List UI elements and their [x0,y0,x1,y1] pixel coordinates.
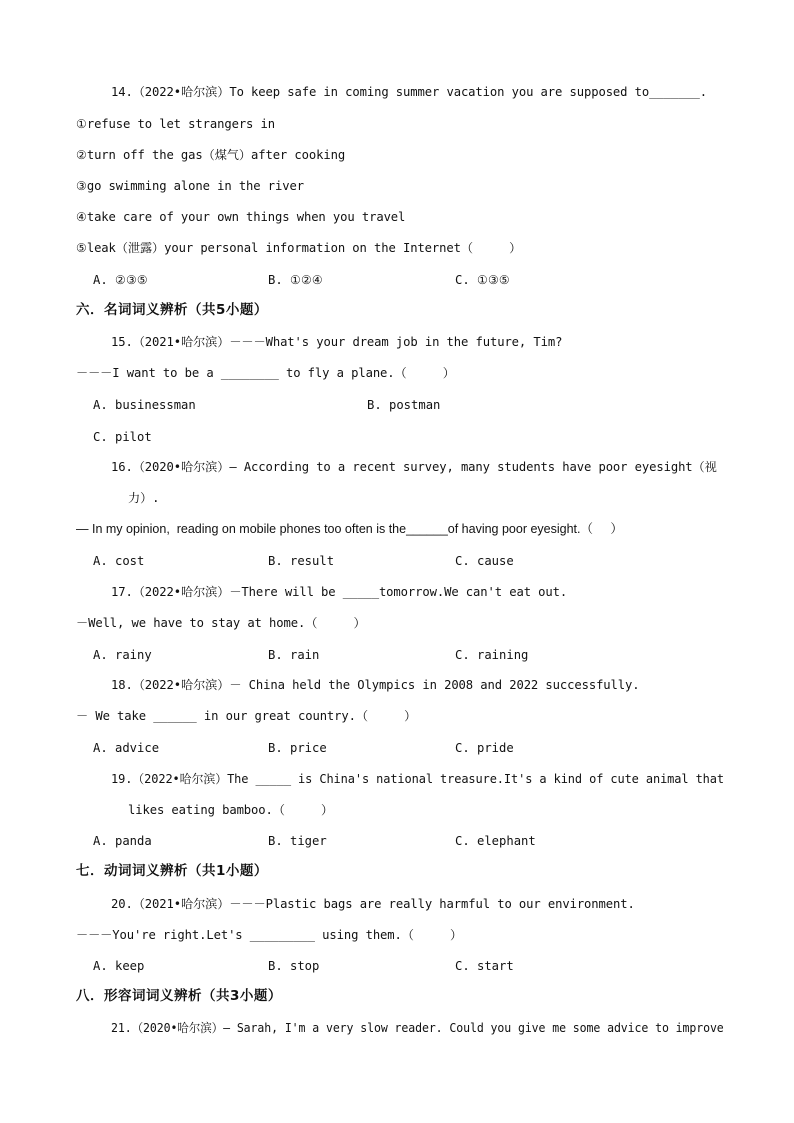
q19-option-c[interactable]: C. elephant [455,834,536,848]
q14-stem: 14.（2022•哈尔滨）To keep safe in coming summer vacation you are supposed to_______. [111,85,708,99]
q15-option-a[interactable]: A. businessman [93,398,196,412]
q14-option-b[interactable]: B. ①②④ [268,273,323,287]
q16-stem: 16.（2020•哈尔滨）— According to a recent survey, many students have poor eyesight（视 [111,460,717,474]
q19-option-b[interactable]: B. tiger [268,834,327,848]
q14-option-c[interactable]: C. ①③⑤ [455,273,510,287]
q20-option-a[interactable]: A. keep [93,959,145,973]
q17-line2: －Well, we have to stay at home.（ ） [76,616,366,630]
q15-option-b[interactable]: B. postman [367,398,441,412]
q18-stem: 18.（2022•哈尔滨）－ China held the Olympics in 2008 and 2022 successfully. [111,678,640,692]
q14-item-3: ③go swimming alone in the river [76,179,304,193]
q16-option-a[interactable]: A. cost [93,554,145,568]
q16-option-c[interactable]: C. cause [455,554,514,568]
q21-stem: 21.（2020•哈尔滨）— Sarah, I'm a very slow reader. Could you give me some advice to improve [111,1021,724,1035]
q14-item-2: ②turn off the gas（煤气）after cooking [76,148,346,162]
q19-stem-cont: likes eating bamboo.（ ） [128,803,334,817]
q18-option-b[interactable]: B. price [268,741,327,755]
q15-stem: 15.（2021•哈尔滨）－－－What's your dream job in the future, Tim? [111,335,563,349]
q17-option-a[interactable]: A. rainy [93,648,152,662]
q18-line2: － We take ______ in our great country.（ ） [76,709,417,723]
q14-item-5: ⑤leak（泄露）your personal information on the Internet（ ） [76,241,522,255]
q17-option-b[interactable]: B. rain [268,648,320,662]
q19-stem: 19.（2022•哈尔滨）The _____ is China's national treasure.It's a kind of cute animal that [111,772,724,786]
q16-line2: — In my opinion, reading on mobile phones too often is the______of having poor eyesight.（ ） [76,522,623,536]
q16-stem-cont: 力）. [128,491,160,505]
q17-option-c[interactable]: C. raining [455,648,529,662]
section-7-heading: 七．动词词义辨析（共1小题） [76,863,268,879]
q18-option-c[interactable]: C. pride [455,741,514,755]
q17-stem: 17.（2022•哈尔滨）－There will be _____tomorrow.We can't eat out. [111,585,568,599]
q15-line2: －－－I want to be a ________ to fly a plane.（ ） [76,366,455,380]
q20-stem: 20.（2021•哈尔滨）－－－Plastic bags are really harmful to our environment. [111,897,635,911]
section-8-heading: 八．形容词词义辨析（共3小题） [76,988,282,1004]
q19-option-a[interactable]: A. panda [93,834,152,848]
q15-option-c[interactable]: C. pilot [93,430,152,444]
q14-item-4: ④take care of your own things when you travel [76,210,406,224]
q16-option-b[interactable]: B. result [268,554,335,568]
q20-option-b[interactable]: B. stop [268,959,320,973]
q20-option-c[interactable]: C. start [455,959,514,973]
q20-line2: －－－You're right.Let's _________ using them.（ ） [76,928,463,942]
section-6-heading: 六．名词词义辨析（共5小题） [76,302,268,318]
q18-option-a[interactable]: A. advice [93,741,160,755]
q14-option-a[interactable]: A. ②③⑤ [93,273,148,287]
q14-item-1: ①refuse to let strangers in [76,117,276,131]
